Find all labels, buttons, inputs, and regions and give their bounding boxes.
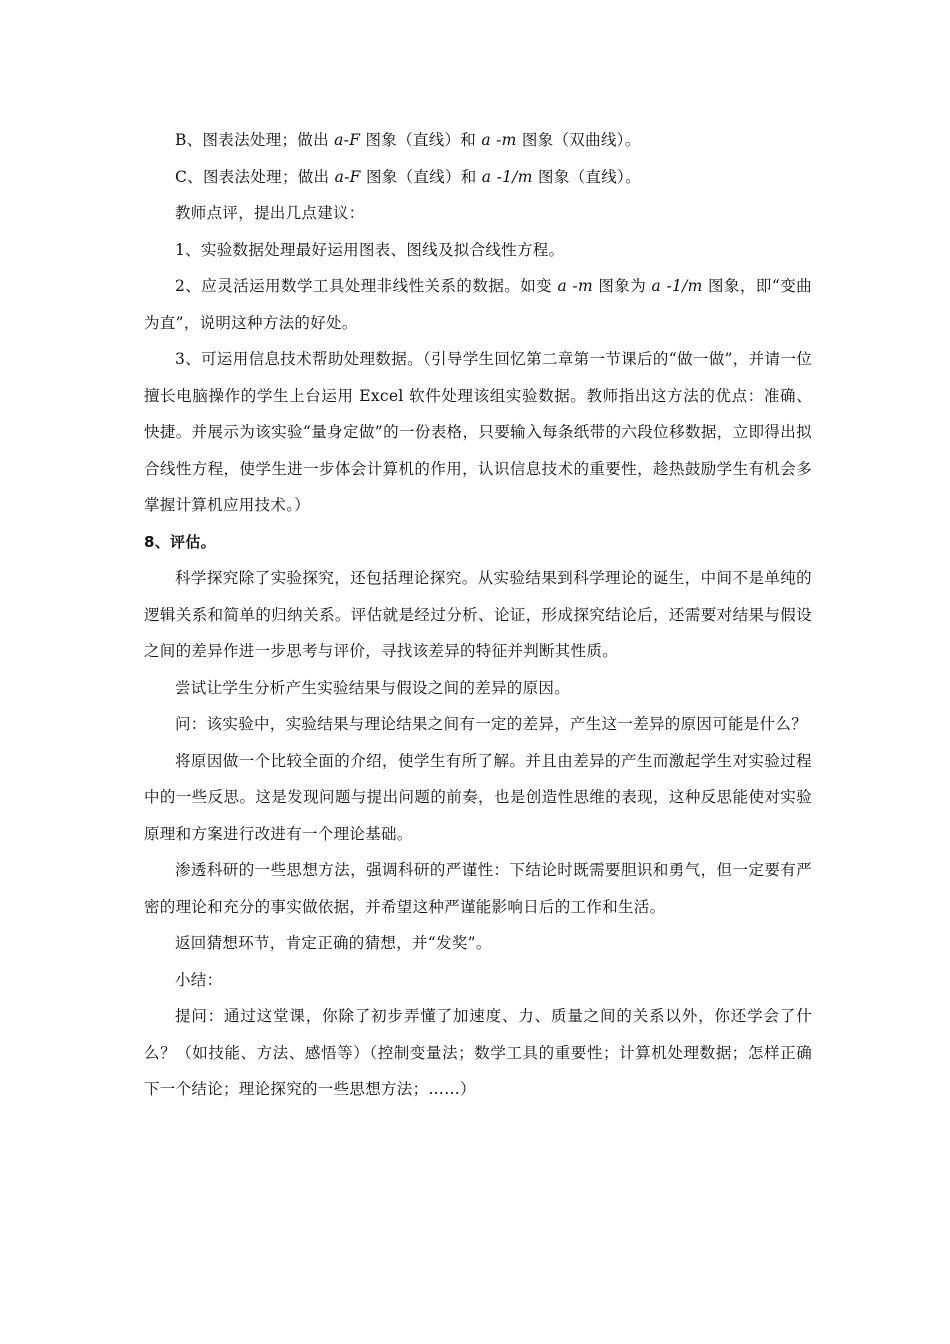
paragraph-return-guess: 返回猜想环节，肯定正确的猜想，并“发奖”。 — [175, 934, 492, 952]
formula-a-m: a -m — [481, 131, 517, 149]
formula-a-inverse-m: a -1/m — [481, 167, 533, 186]
section-heading-evaluation: 8、评估。 — [144, 532, 216, 551]
text-segment: 图象（直线）。 — [532, 167, 641, 186]
formula-a-f: a-F — [334, 167, 361, 186]
paragraph-method-c — [144, 159, 812, 196]
paragraph-method-b — [144, 122, 812, 159]
text-segment: C、图表法处理；做出 — [175, 167, 335, 186]
paragraph-question: 问：该实验中，实验结果与理论结果之间有一定的差异，产生这一差异的原因可能是什么？ — [175, 715, 808, 733]
text-segment: 图象（直线）和 — [360, 131, 482, 149]
paragraph-suggestion-1: 1、实验数据处理最好运用图表、图线及拟合线性方程。 — [175, 240, 565, 259]
text-segment: 图象，即“变曲为直”，说明这种方法的好处。 — [144, 277, 812, 332]
text-segment: 2、应灵活运用数学工具处理非线性关系的数据。如变 — [175, 277, 558, 295]
formula-a-f: a-F — [334, 131, 361, 149]
text-segment: 图象为 — [592, 277, 652, 295]
text-segment: B、图表法处理；做出 — [175, 131, 335, 149]
text-segment: 图象（双曲线）。 — [516, 131, 641, 149]
paragraph-evaluation-intro: 科学探究除了实验探究，还包括理论探究。从实验结果到科学理论的诞生，中间不是单纯的逻辑关系和简单的归纳关系。评估就是经过分析、论证，形成探究结论后，还需要对结果与假设之间的差异作进一步思考与评价，寻找该差异的特征并判断其性质。 — [144, 569, 812, 660]
paragraph-suggestion-2 — [144, 268, 812, 341]
paragraph-summary-question: 提问：通过这堂课，你除了初步弄懂了加速度、力、质量之间的关系以外，你还学会了什么？（如技能、方法、感悟等）（控制变量法；数学工具的重要性；计算机处理数据；怎样正确下一个结论；理论探究的一些思想方法；……） — [144, 1007, 812, 1098]
paragraph-analysis-attempt: 尝试让学生分析产生实验结果与假设之间的差异的原因。 — [175, 678, 571, 697]
formula-a-inverse-m: a -1/m — [651, 277, 703, 295]
paragraph-teacher-comment: 教师点评，提出几点建议： — [175, 204, 365, 222]
paragraph-reason-intro: 将原因做一个比较全面的介绍，使学生有所了解。并且由差异的产生而激起学生对实验过程中的一些反思。这是发现问题与提出问题的前奏，也是创造性思维的表现，这种反思能使对实验原理和方案进行改进有一个理论基础。 — [144, 751, 812, 843]
formula-a-m: a -m — [557, 277, 593, 295]
paragraph-research-method: 渗透科研的一些思想方法，强调科研的严谨性：下结论时既需要胆识和勇气，但一定要有严密的理论和充分的事实做依据，并希望这种严谨能影响日后的工作和生活。 — [144, 861, 812, 916]
paragraph-summary-label: 小结： — [175, 970, 223, 989]
text-segment: 图象（直线）和 — [360, 167, 482, 186]
paragraph-suggestion-3: 3、可运用信息技术帮助处理数据。（引导学生回忆第二章第一节课后的“做一做”，并请一位擅长电脑操作的学生上台运用 Excel 软件处理该组实验数据。教师指出这方法的优点：准确、快捷。并展示为该实验“量身定做”的一份表格，只要输入每条纸带的六段位移数据，立即得出拟合线性方程，使学生进一步体会计算机的作用，认识信息技术的重要性，趁热鼓励学生有机会多掌握计算机应用技术。） — [144, 350, 812, 514]
document-body — [144, 122, 812, 1108]
